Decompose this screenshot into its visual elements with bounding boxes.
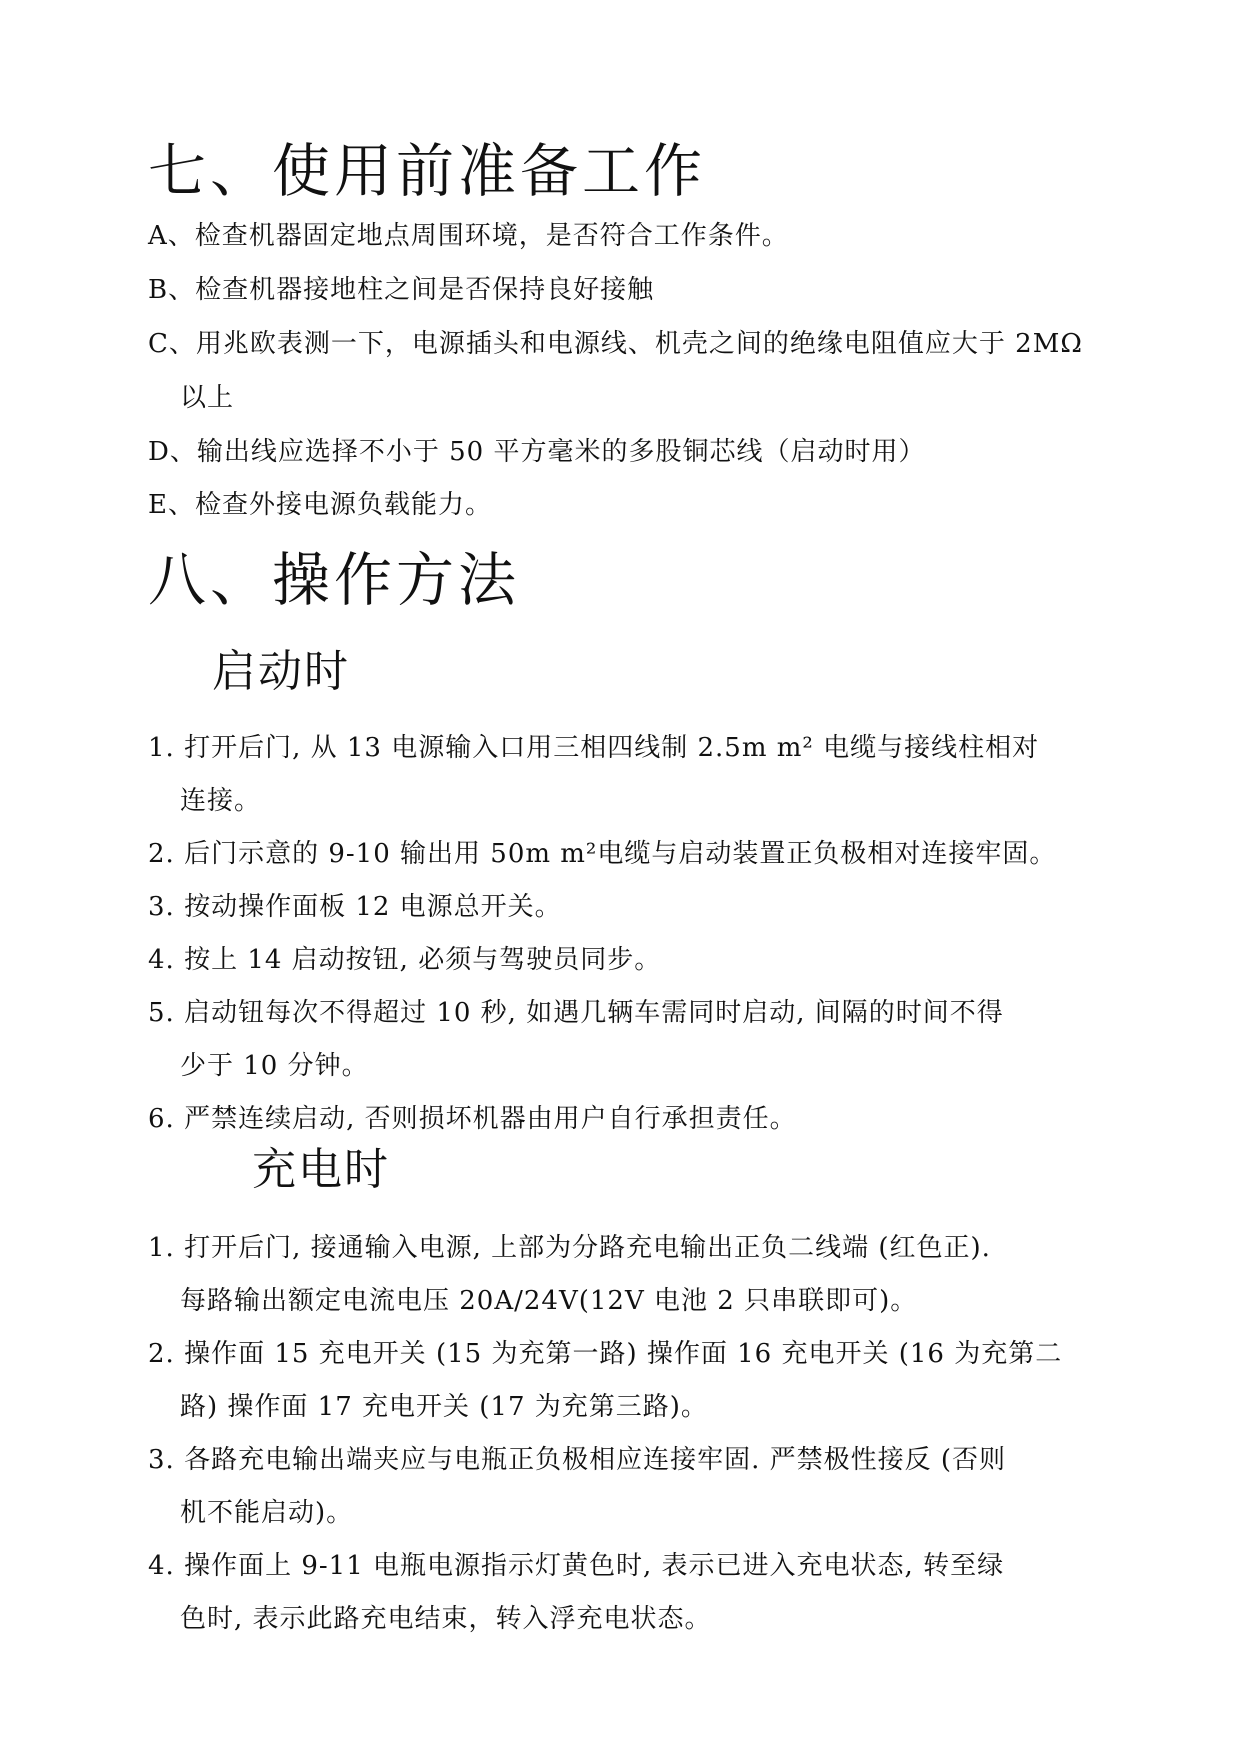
startup-step-4: 4. 按上 14 启动按钮, 必须与驾驶员同步。 — [148, 945, 662, 975]
charging-step-1-continued: 每路输出额定电流电压 20A/24V(12V 电池 2 只串联即可)。 — [180, 1286, 918, 1316]
startup-step-5-continued: 少于 10 分钟。 — [180, 1051, 369, 1081]
charging-step-3: 3. 各路充电输出端夹应与电瓶正负极相应连接牢固. 严禁极性接反 (否则 — [148, 1445, 1007, 1475]
prep-item-c: C、用兆欧表测一下，电源插头和电源线、机壳之间的绝缘电阻值应大于 2MΩ — [148, 329, 1083, 359]
startup-step-3: 3. 按动操作面板 12 电源总开关。 — [148, 892, 562, 922]
charging-heading: 充电时 — [252, 1144, 390, 1195]
prep-item-c-continued: 以上 — [180, 383, 235, 413]
startup-step-5: 5. 启动钮每次不得超过 10 秒, 如遇几辆车需同时启动, 间隔的时间不得 — [148, 998, 1004, 1028]
charging-step-2: 2. 操作面 15 充电开关 (15 为充第一路) 操作面 16 充电开关 (16 为充第二 — [148, 1339, 1063, 1369]
prep-item-d: D、输出线应选择不小于 50 平方毫米的多股铜芯线（启动时用） — [148, 437, 926, 467]
charging-step-2-continued: 路) 操作面 17 充电开关 (17 为充第三路)。 — [180, 1392, 708, 1422]
charging-step-1: 1. 打开后门, 接通输入电源, 上部为分路充电输出正负二线端 (红色正). — [148, 1233, 991, 1263]
section-8-title: 八、操作方法 — [148, 546, 521, 614]
startup-heading: 启动时 — [212, 646, 350, 697]
startup-step-6: 6. 严禁连续启动, 否则损坏机器由用户自行承担责任。 — [148, 1104, 797, 1134]
charging-step-3-continued: 机不能启动)。 — [180, 1498, 354, 1528]
startup-step-2: 2. 后门示意的 9-10 输出用 50m m²电缆与启动装置正负极相对连接牢固。 — [148, 839, 1057, 869]
prep-item-e: E、检查外接电源负载能力。 — [148, 490, 492, 520]
startup-step-1: 1. 打开后门, 从 13 电源输入口用三相四线制 2.5m m² 电缆与接线柱相对 — [148, 733, 1040, 763]
section-7-title: 七、使用前准备工作 — [148, 137, 707, 205]
charging-step-4-continued: 色时, 表示此路充电结束，转入浮充电状态。 — [180, 1604, 712, 1634]
prep-item-a: A、检查机器固定地点周围环境，是否符合工作条件。 — [148, 221, 789, 251]
prep-item-b: B、检查机器接地柱之间是否保持良好接触 — [148, 275, 655, 305]
charging-step-4: 4. 操作面上 9-11 电瓶电源指示灯黄色时, 表示已进入充电状态, 转至绿 — [148, 1551, 1005, 1581]
startup-step-1-continued: 连接。 — [180, 786, 262, 816]
